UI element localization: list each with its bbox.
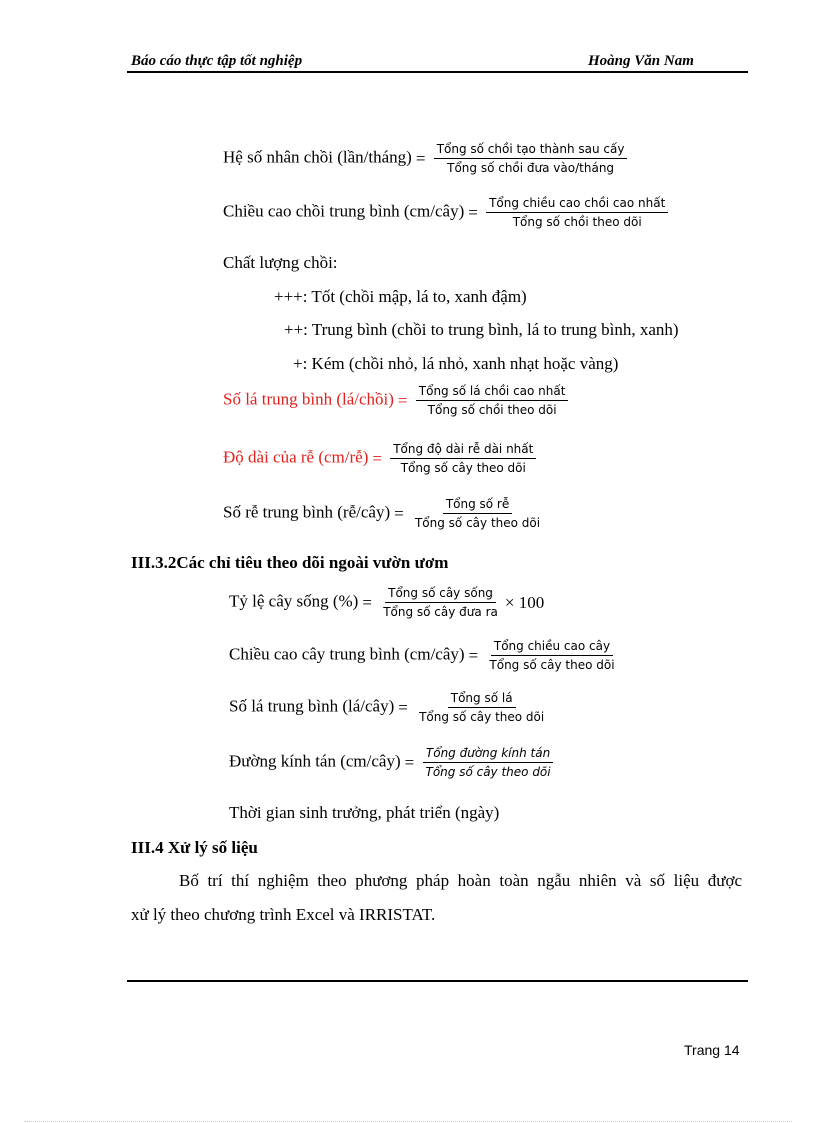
quality-item-medium: ++: Trung bình (chồi to trung bình, lá to trung bình, xanh) <box>284 320 679 339</box>
quality-item-poor: +: Kém (chồi nhỏ, lá nhỏ, xanh nhạt hoặc vàng) <box>293 354 619 373</box>
numerator: Tổng đường kính tán <box>423 746 553 763</box>
formula-plant-height: Chiều cao cây trung bình (cm/cây) = $\frac{\text{Tổng chiều cao cây}}{\text{Tổng số cây theo dõi}}$ <box>229 639 618 672</box>
formula-shoot-height: Chiều cao chồi trung bình (cm/cây) = $\frac{\text{Tổng chiều cao chồi cao nhất}}{\text{Tổng số chồi theo dõi}}$ <box>223 196 668 229</box>
fraction <box>416 691 547 724</box>
formula-label: Chiều cao chồi trung bình (cm/cây) <box>223 201 465 221</box>
fraction <box>486 639 617 672</box>
formula-leaves-per-shoot: Số lá trung bình (lá/chồi) = $\frac{\text{Tổng số lá chồi cao nhất}}{\text{Tổng số chồi theo dõi}}$ <box>223 384 568 417</box>
formula-label: Chiều cao cây trung bình (cm/cây) <box>229 644 465 664</box>
page-number: Trang 14 <box>684 1042 740 1058</box>
formula-label: Tỷ lệ cây sống (%) <box>229 591 359 611</box>
numerator: Tổng số cây sống <box>385 586 496 603</box>
header-rule <box>127 71 748 73</box>
denominator: Tổng số cây theo dõi <box>400 461 526 475</box>
numerator: Tổng số lá <box>448 691 516 708</box>
section-heading-4: III.4 Xử lý số liệu <box>131 838 258 857</box>
formula-label: Đường kính tán (cm/cây) <box>229 751 401 771</box>
fraction <box>416 384 569 417</box>
formula-root-length: Độ dài của rễ (cm/rễ) = $\frac{\text{Tổng độ dài rễ dài nhất}}{\text{Tổng số cây theo dõi}}$ <box>223 442 536 475</box>
paragraph-line-1: Bố trí thí nghiệm theo phương pháp hoàn toàn ngẫu nhiên và số liệu được <box>179 871 742 890</box>
numerator: Tổng chiều cao cây <box>491 639 613 656</box>
section-heading-3-2: III.3.2Các chỉ tiêu theo dõi ngoài vườn ươm <box>131 553 449 572</box>
growth-time: Thời gian sinh trưởng, phát triển (ngày) <box>229 803 500 822</box>
formula-shoot-multiplication: Hệ số nhân chồi (lần/tháng) = $\frac{\text{Tổng số chồi tạo thành sau cấy}}{\text{Tổng số chồi đưa vào/tháng}}$ <box>223 142 627 175</box>
numerator: Tổng độ dài rễ dài nhất <box>390 442 536 459</box>
denominator: Tổng số chồi theo dõi <box>427 403 557 417</box>
formula-label: Hệ số nhân chồi (lần/tháng) <box>223 147 412 167</box>
numerator: Tổng số lá chồi cao nhất <box>416 384 569 401</box>
numerator: Tổng số chồi tạo thành sau cấy <box>434 142 628 159</box>
fraction <box>422 746 553 779</box>
denominator: Tổng số chồi theo dõi <box>512 215 642 229</box>
fraction <box>390 442 536 475</box>
numerator: Tổng chiều cao chồi cao nhất <box>486 196 668 213</box>
denominator: Tổng số cây theo dõi <box>489 658 615 672</box>
formula-leaves-per-plant: Số lá trung bình (lá/cây) = $\frac{\text{Tổng số lá}}{\text{Tổng số cây theo dõi}}$ <box>229 691 547 724</box>
fraction <box>412 497 543 530</box>
denominator: Tổng số cây theo dõi <box>425 765 551 779</box>
paragraph-line-2: xử lý theo chương trình Excel và IRRISTAT. <box>131 905 436 924</box>
fraction <box>486 196 668 229</box>
denominator: Tổng số cây theo dõi <box>419 710 545 724</box>
formula-label: Số lá trung bình (lá/cây) <box>229 696 395 716</box>
page-edge-divider <box>24 1121 792 1122</box>
quality-item-good: +++: Tốt (chồi mập, lá to, xanh đậm) <box>274 287 527 306</box>
denominator: Tổng số cây đưa ra <box>383 605 498 619</box>
fraction <box>380 586 501 619</box>
denominator: Tổng số chồi đưa vào/tháng <box>447 161 615 175</box>
formula-label: Số rễ trung bình (rễ/cây) <box>223 502 391 522</box>
formula-canopy-diameter: Đường kính tán (cm/cây) = $\frac{\text{Tổng đường kính tán}}{\text{Tổng số cây theo dõi}}$ <box>229 746 554 779</box>
fraction <box>434 142 628 175</box>
multiplier: × 100 <box>504 592 545 612</box>
numerator: Tổng số rễ <box>443 497 512 514</box>
denominator: Tổng số cây theo dõi <box>414 516 541 530</box>
formula-label: Độ dài của rễ (cm/rễ) <box>223 447 369 467</box>
header-title: Báo cáo thực tập tốt nghiệp <box>131 53 303 69</box>
footer-rule <box>127 980 748 982</box>
quality-title: Chất lượng chồi: <box>223 253 338 272</box>
formula-roots-per-plant: Số rễ trung bình (rễ/cây) = $\frac{\text{Tổng số rễ}}{\text{Tổng số cây theo dõi}}$ <box>223 497 543 530</box>
header-author: Hoàng Văn Nam <box>588 53 694 69</box>
formula-survival-rate: Tỷ lệ cây sống (%) = $\frac{\text{Tổng số cây sống}}{\text{Tổng số cây đưa ra}}$ × 100 <box>229 586 545 619</box>
formula-label: Số lá trung bình (lá/chồi) <box>223 389 394 409</box>
